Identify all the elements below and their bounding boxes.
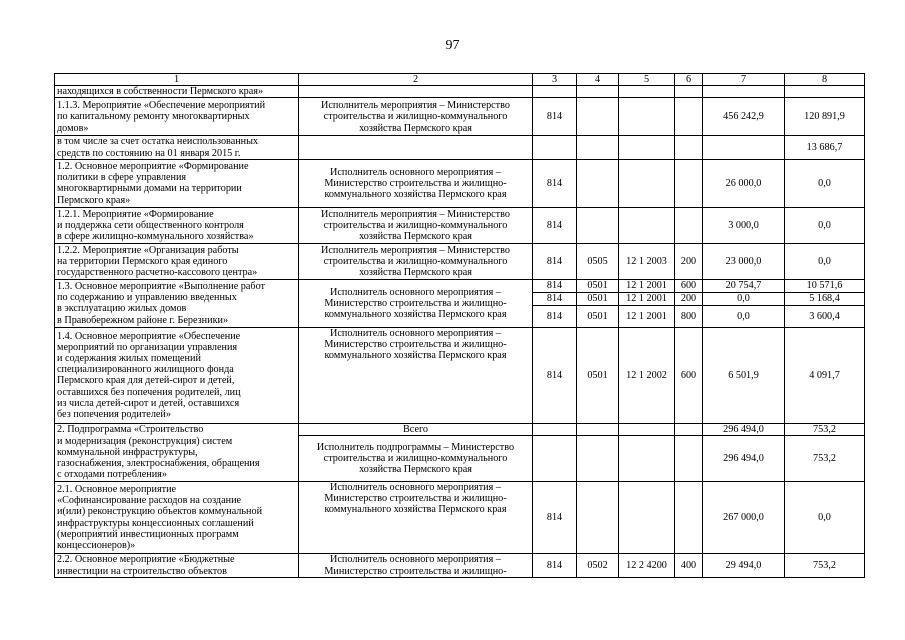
activity-cell: 2. Подпрограмма «Строительство и модернизация (реконструкция) систем коммунальной инфраструктуры, газоснабжения, электроснабжения, обращения с отходами потребления»: [55, 423, 299, 481]
amount-2015-cell: 296 494,0: [703, 436, 785, 482]
section-cell: 0501: [577, 305, 619, 327]
amount-cell: 0,0: [785, 243, 865, 279]
code-cell: [533, 436, 577, 482]
amount-2015-cell: 3 000,0: [703, 207, 785, 243]
type-cell: [675, 136, 703, 159]
code-cell: 814: [533, 292, 577, 305]
code-cell: [533, 86, 577, 98]
type-cell: 400: [675, 554, 703, 578]
amount-2015-cell: 29 494,0: [703, 554, 785, 578]
type-cell: 200: [675, 243, 703, 279]
activity-cell: 1.2. Основное мероприятие «Формирование политики в сфере управления многоквартирными домами на территории Пермского края»: [55, 159, 299, 207]
section-cell: [577, 423, 619, 435]
article-cell: [619, 482, 675, 554]
header-cell: 2: [299, 74, 533, 86]
article-cell: [619, 136, 675, 159]
amount-cell: 4 091,7: [785, 327, 865, 423]
header-cell: 4: [577, 74, 619, 86]
amount-cell: 753,2: [785, 554, 865, 578]
article-cell: [619, 423, 675, 435]
section-cell: [577, 436, 619, 482]
executor-cell: Исполнитель основного мероприятия – Министерство строительства и жилищно- коммунального хозяйства Пермского края: [299, 327, 533, 423]
activity-cell: 1.1.3. Мероприятие «Обеспечение мероприятий по капитальному ремонту многоквартирных домов»: [55, 98, 299, 136]
type-cell: [675, 86, 703, 98]
page-number: 97: [445, 38, 460, 53]
type-cell: 800: [675, 305, 703, 327]
section-cell: [577, 159, 619, 207]
amount-cell: 753,2: [785, 436, 865, 482]
type-cell: [675, 482, 703, 554]
activity-cell: 2.2. Основное мероприятие «Бюджетные инвестиции на строительство объектов: [55, 554, 299, 578]
article-cell: [619, 159, 675, 207]
amount-2015-cell: 267 000,0: [703, 482, 785, 554]
code-cell: 814: [533, 207, 577, 243]
table-row: [55, 423, 865, 435]
section-cell: [577, 98, 619, 136]
type-cell: [675, 159, 703, 207]
table-row: [55, 554, 865, 578]
amount-cell: 10 571,6: [785, 279, 865, 292]
article-cell: 12 1 2001: [619, 292, 675, 305]
article-cell: [619, 86, 675, 98]
header-cell: 6: [675, 74, 703, 86]
article-cell: [619, 207, 675, 243]
activity-cell: 1.2.1. Мероприятие «Формирование и поддержка сети общественного контроля в сфере жилищно-коммунального хозяйства»: [55, 207, 299, 243]
header-row: [55, 74, 865, 86]
activity-cell: 1.2.2. Мероприятие «Организация работы на территории Пермского края единого государственного расчетно-кассового центра»: [55, 243, 299, 279]
type-cell: [675, 423, 703, 435]
code-cell: 814: [533, 98, 577, 136]
executor-cell: Исполнитель основного мероприятия – Министерство строительства и жилищно- коммунального хозяйства Пермского края: [299, 279, 533, 327]
code-cell: [533, 136, 577, 159]
header-cell: 8: [785, 74, 865, 86]
code-cell: 814: [533, 159, 577, 207]
amount-2015-cell: 23 000,0: [703, 243, 785, 279]
type-cell: 600: [675, 279, 703, 292]
header-cell: 1: [55, 74, 299, 86]
amount-cell: 0,0: [785, 482, 865, 554]
activity-cell: находящихся в собственности Пермского края»: [55, 86, 299, 98]
executor-cell: [299, 136, 533, 159]
activity-cell: 2.1. Основное мероприятие «Софинансирование расходов на создание и(или) реконструкцию объектов коммунальной инфраструктуры концессионных соглашений (мероприятий инвестиционных программ концессионеров)»: [55, 482, 299, 554]
executor-cell: Исполнитель основного мероприятия – Министерство строительства и жилищно-: [299, 554, 533, 578]
section-cell: [577, 86, 619, 98]
article-cell: [619, 98, 675, 136]
executor-cell: Исполнитель основного мероприятия – Министерство строительства и жилищно- коммунального хозяйства Пермского края: [299, 159, 533, 207]
amount-2015-cell: 20 754,7: [703, 279, 785, 292]
amount-2015-cell: 26 000,0: [703, 159, 785, 207]
table-row: [55, 136, 865, 159]
activity-cell: 1.3. Основное мероприятие «Выполнение работ по содержанию и управлению введенных в эксплуатацию жилых домов в Правобережном районе г. Березники»: [55, 279, 299, 327]
type-cell: [675, 436, 703, 482]
table-row: [55, 86, 865, 98]
type-cell: [675, 98, 703, 136]
article-cell: [619, 436, 675, 482]
section-cell: [577, 207, 619, 243]
amount-cell: 753,2: [785, 423, 865, 435]
section-cell: [577, 482, 619, 554]
article-cell: 12 1 2002: [619, 327, 675, 423]
amount-cell: 0,0: [785, 159, 865, 207]
section-cell: 0501: [577, 279, 619, 292]
code-cell: 814: [533, 305, 577, 327]
table-row: [55, 482, 865, 554]
code-cell: 814: [533, 554, 577, 578]
code-cell: 814: [533, 243, 577, 279]
executor-cell: [299, 86, 533, 98]
table-row: [55, 159, 865, 207]
amount-cell: 13 686,7: [785, 136, 865, 159]
executor-cell: Исполнитель мероприятия – Министерство строительства и жилищно-коммунального хозяйства Пермского края: [299, 207, 533, 243]
amount-cell: [785, 86, 865, 98]
amount-2015-cell: [703, 86, 785, 98]
article-cell: 12 1 2003: [619, 243, 675, 279]
table-row: [55, 207, 865, 243]
amount-cell: 5 168,4: [785, 292, 865, 305]
code-cell: [533, 423, 577, 435]
type-cell: 200: [675, 292, 703, 305]
amount-cell: 3 600,4: [785, 305, 865, 327]
activity-cell: 1.4. Основное мероприятие «Обеспечение мероприятий по организации управления и содержания жилых помещений специализированного жилищного фонда Пермского края для детей-сирот и детей, оставшихся без попечения родителей, лиц из числа детей-сирот и детей, оставшихся без попечения родителей»: [55, 327, 299, 423]
executor-cell: Исполнитель мероприятия – Министерство строительства и жилищно-коммунального хозяйства Пермского края: [299, 98, 533, 136]
amount-cell: 0,0: [785, 207, 865, 243]
section-cell: 0502: [577, 554, 619, 578]
header-cell: 5: [619, 74, 675, 86]
type-cell: [675, 207, 703, 243]
section-cell: 0501: [577, 292, 619, 305]
amount-2015-cell: 456 242,9: [703, 98, 785, 136]
activity-cell: в том числе за счет остатка неиспользованных средств по состоянию на 01 января 2015 г.: [55, 136, 299, 159]
table-row: [55, 243, 865, 279]
amount-cell: 120 891,9: [785, 98, 865, 136]
article-cell: 12 1 2001: [619, 305, 675, 327]
type-cell: 600: [675, 327, 703, 423]
executor-cell: Исполнитель мероприятия – Министерство строительства и жилищно-коммунального хозяйства Пермского края: [299, 243, 533, 279]
code-cell: 814: [533, 482, 577, 554]
section-cell: [577, 136, 619, 159]
amount-2015-cell: 0,0: [703, 305, 785, 327]
executor-cell: Исполнитель основного мероприятия – Министерство строительства и жилищно- коммунального хозяйства Пермского края: [299, 482, 533, 554]
table-row: [55, 98, 865, 136]
section-cell: 0505: [577, 243, 619, 279]
amount-2015-cell: [703, 136, 785, 159]
total-label: Всего: [299, 423, 533, 435]
section-cell: 0501: [577, 327, 619, 423]
header-cell: 7: [703, 74, 785, 86]
amount-2015-cell: 296 494,0: [703, 423, 785, 435]
table-row: [55, 279, 865, 292]
amount-2015-cell: 0,0: [703, 292, 785, 305]
code-cell: 814: [533, 279, 577, 292]
code-cell: 814: [533, 327, 577, 423]
executor-cell: Исполнитель подпрограммы – Министерство строительства и жилищно-коммунального хозяйства Пермского края: [299, 436, 533, 482]
table-row: [55, 327, 865, 423]
article-cell: 12 2 4200: [619, 554, 675, 578]
budget-table: [54, 73, 865, 578]
header-cell: 3: [533, 74, 577, 86]
amount-2015-cell: 6 501,9: [703, 327, 785, 423]
article-cell: 12 1 2001: [619, 279, 675, 292]
